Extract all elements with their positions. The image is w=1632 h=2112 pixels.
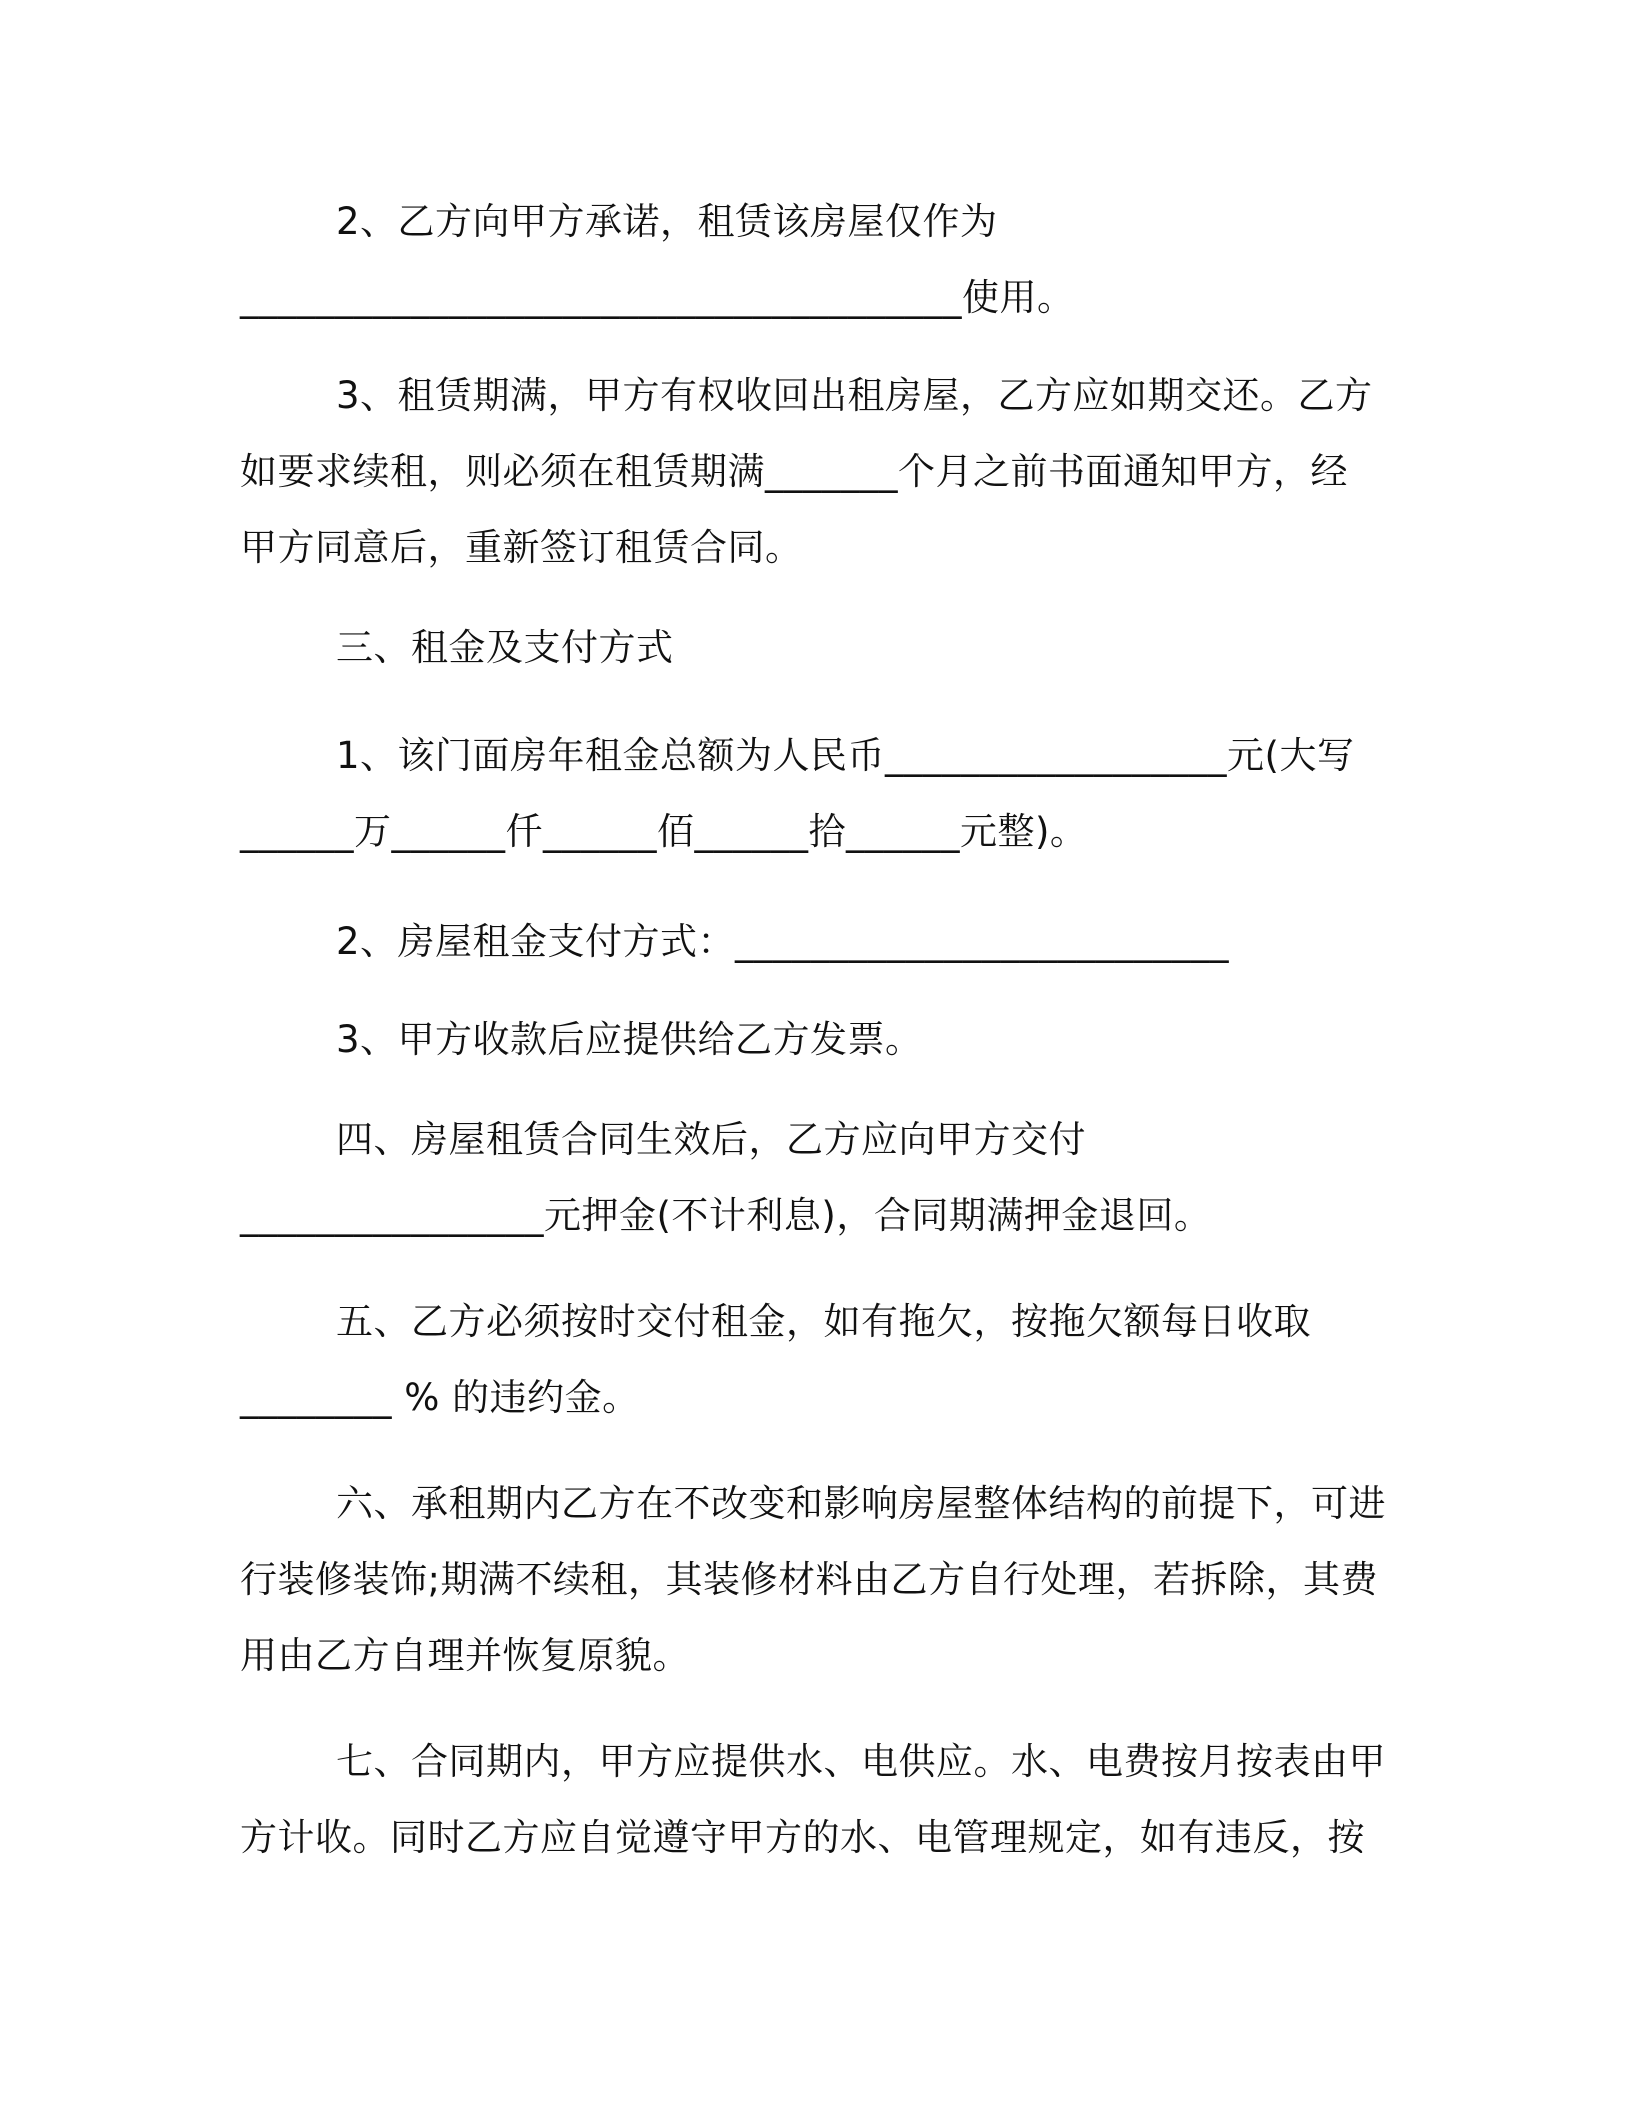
clause-3-expiry-line-1: 3、租赁期满，甲方有权收回出租房屋，乙方应如期交还。乙方 [336,374,1373,417]
section-4-line-1: 四、房屋租赁合同生效后，乙方应向甲方交付 [336,1118,1086,1161]
rent-clause-3-line: 3、甲方收款后应提供给乙方发票。 [336,1018,923,1061]
section-7-line-1: 七、合同期内，甲方应提供水、电供应。水、电费按月按表由甲 [336,1740,1386,1783]
section-6-line-3: 用由乙方自理并恢复原貌。 [240,1634,690,1677]
clause-3-expiry-line-3: 甲方同意后，重新签订租赁合同。 [240,526,803,569]
clause-2-purpose-line-1: 2、乙方向甲方承诺，租赁该房屋仅作为 [336,200,998,243]
rent-clause-2-line: 2、房屋租金支付方式：__________________________ [336,920,1230,963]
section-7-line-2: 方计收。同时乙方应自觉遵守甲方的水、电管理规定，如有违反，按 [240,1816,1365,1859]
section-3-heading: 三、租金及支付方式 [336,626,674,669]
clause-3-expiry-line-2: 如要求续租，则必须在租赁期满_______个月之前书面通知甲方，经 [240,450,1348,493]
clause-2-purpose-line-2: ______________________________________使用。 [240,276,1075,319]
section-6-line-1: 六、承租期内乙方在不改变和影响房屋整体结构的前提下，可进 [336,1482,1386,1525]
section-6-line-2: 行装修装饰;期满不续租，其装修材料由乙方自行处理，若拆除，其费 [240,1558,1378,1601]
section-5-line-2: ________ % 的违约金。 [240,1376,640,1419]
section-4-line-2: ________________元押金(不计利息)，合同期满押金退回。 [240,1194,1212,1237]
section-5-line-1: 五、乙方必须按时交付租金，如有拖欠，按拖欠额每日收取 [336,1300,1311,1343]
rent-clause-1-line-1: 1、该门面房年租金总额为人民币__________________元(大写 [336,734,1355,777]
rent-clause-1-line-2: ______万______仟______佰______拾______元整)。 [240,810,1088,853]
